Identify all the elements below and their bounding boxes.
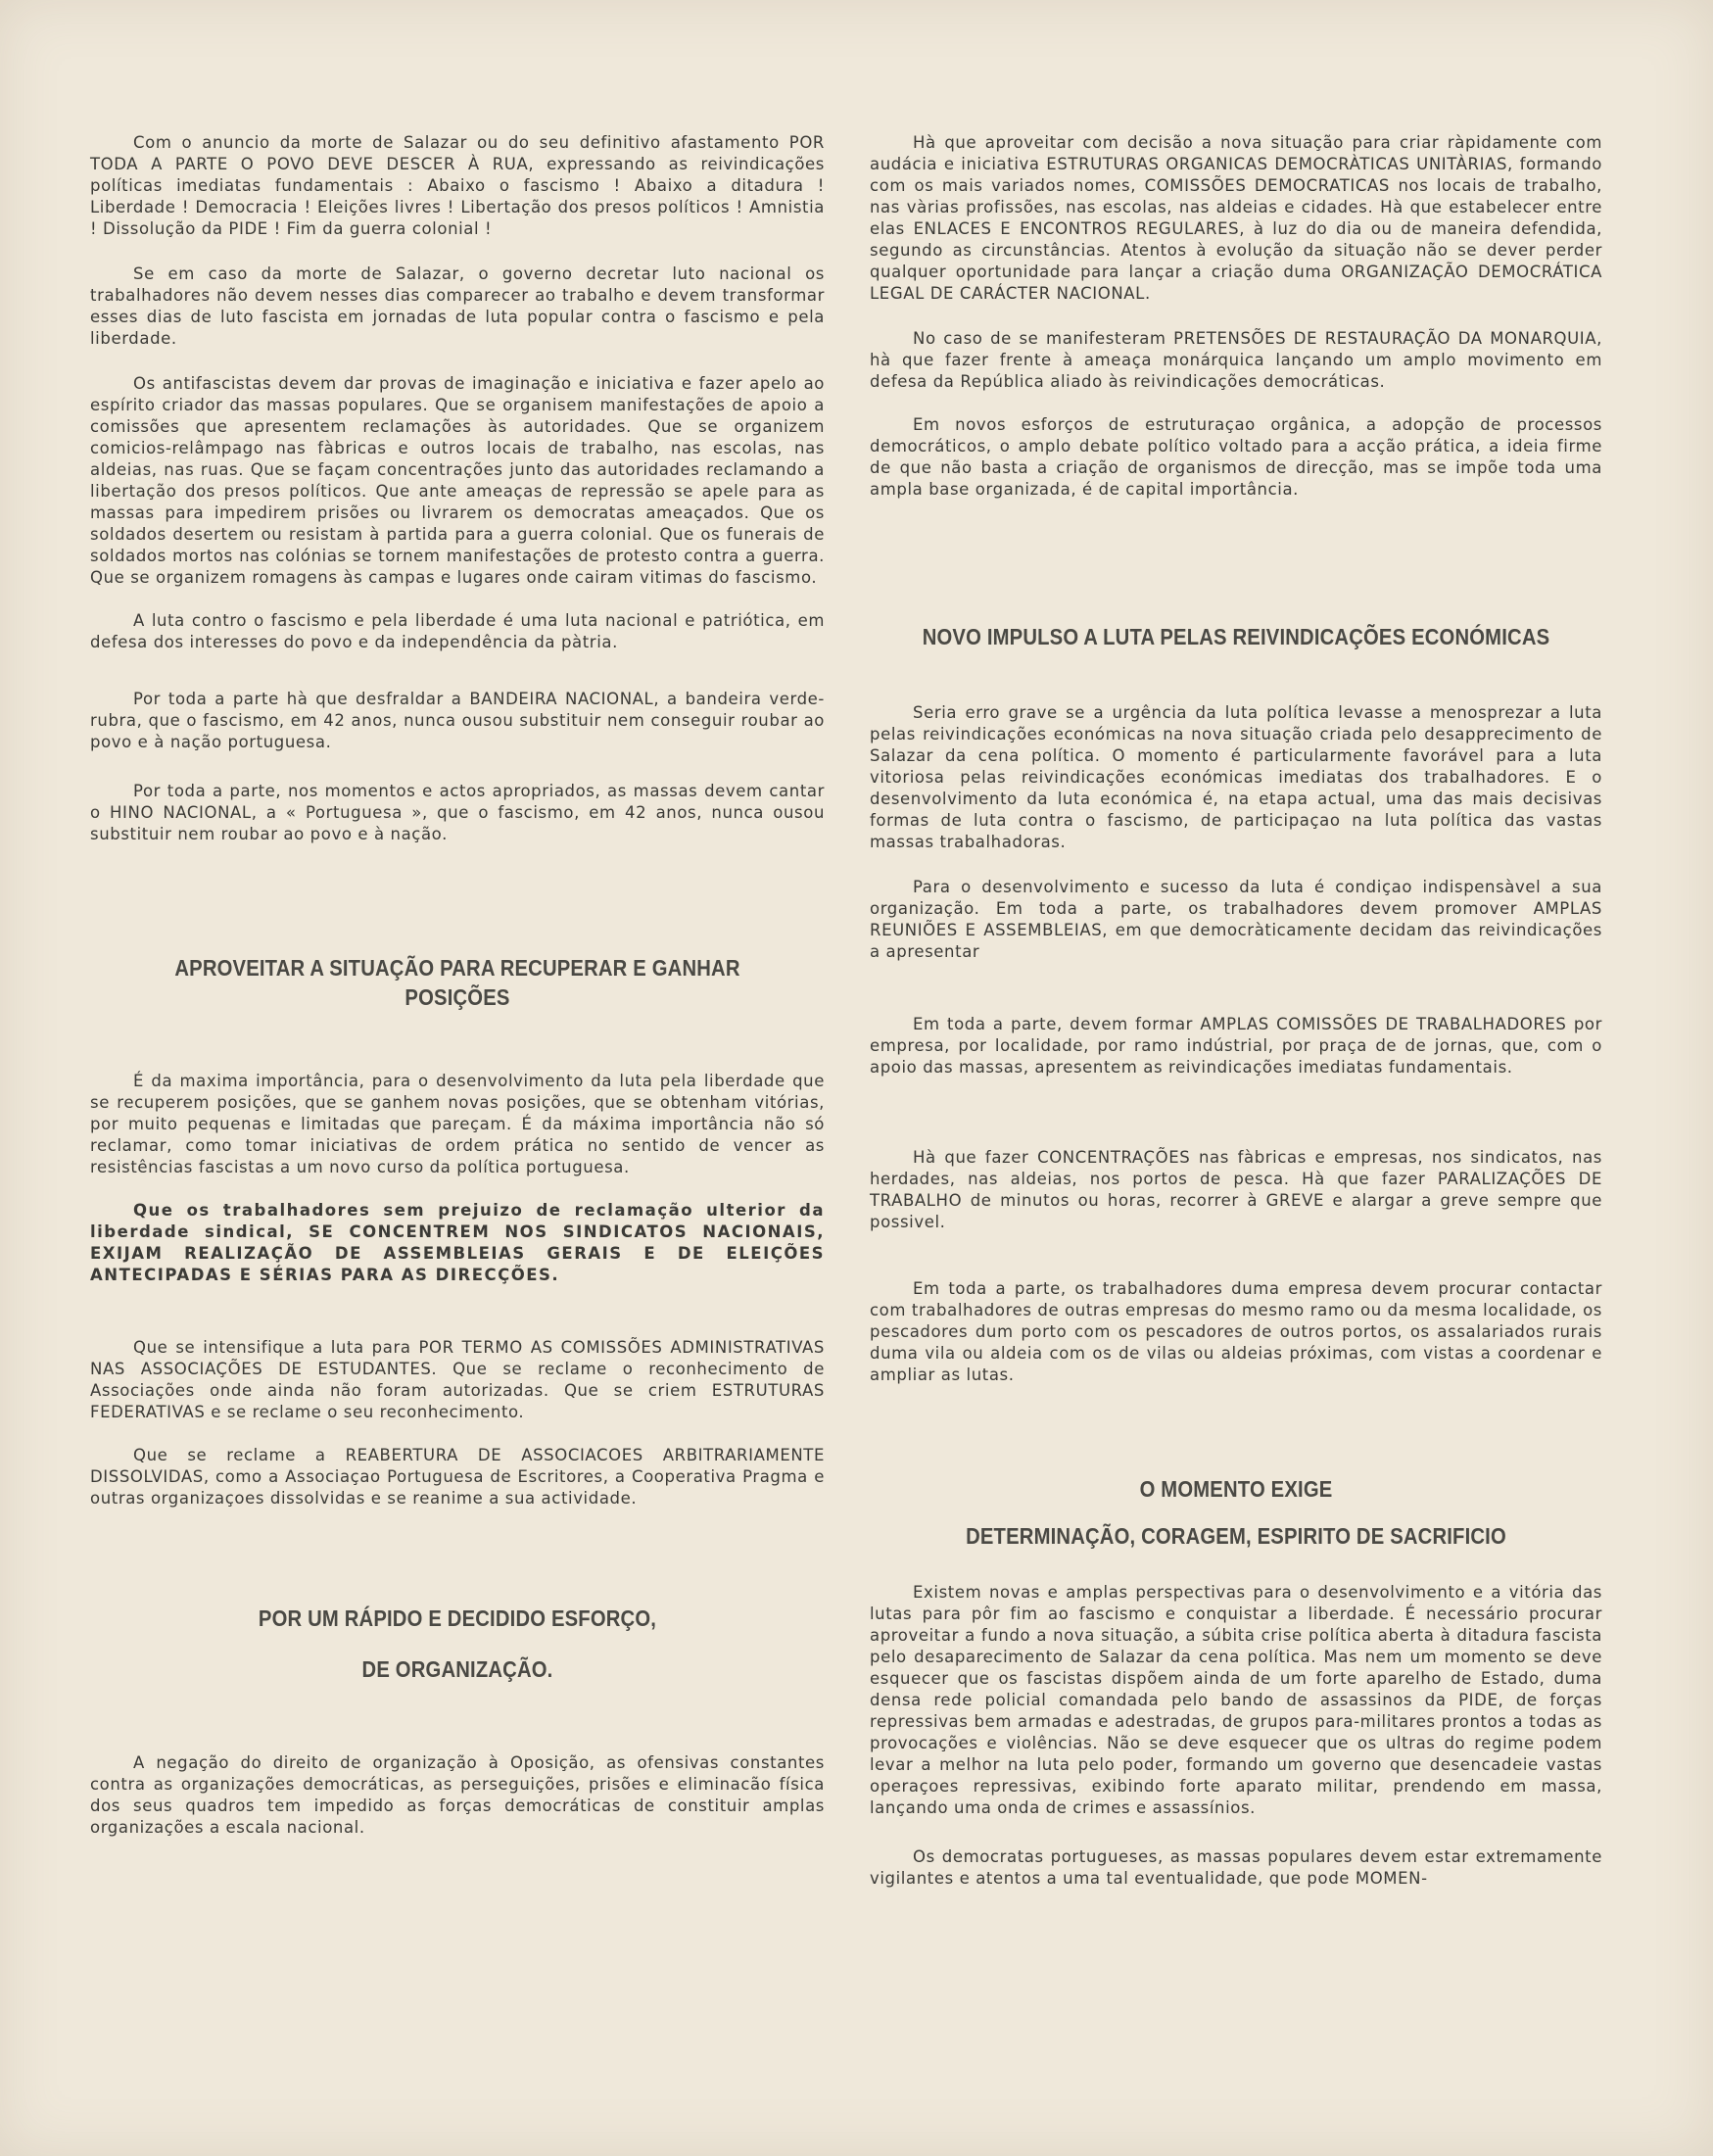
paragraph: Para o desenvolvimento e sucesso da luta é condiçao indispensàvel a sua organização. Em toda a parte, os trabalhadores devem promover AMPLAS REUNIÕES E ASSEMBLEIAS, em que democràticamente decidam das reivindicações a apresentar: [870, 878, 1602, 961]
section-heading-reivindicacoes: NOVO IMPULSO A LUTA PELAS REIVINDICAÇÕES ECONÓMICAS: [922, 624, 1550, 649]
section-heading-organizacao-line1: POR UM RÁPIDO E DECIDIDO ESFORÇO,: [258, 1605, 657, 1631]
paragraph: Em toda a parte, devem formar AMPLAS COMISSÕES DE TRABALHADORES por empresa, por localidade, por ramo indústrial, por praça de de jornas, que, com o apoio das massas, apresentem as reivindicações imediatas fundamentais.: [870, 1015, 1602, 1077]
right-column: [870, 132, 1602, 1890]
section-heading-momento-line2: DETERMINAÇÃO, CORAGEM, ESPIRITO DE SACRIFICIO: [966, 1523, 1506, 1549]
paragraph: Que os trabalhadores sem prejuizo de reclamação ulterior da liberdade sindical, SE CONCENTREM NOS SINDICATOS NACIONAIS, EXIJAM REALIZAÇÃO DE ASSEMBLEIAS GERAIS E DE ELEIÇÕES ANTECIPADAS E SÉRIAS PARA AS DIRECÇÕES.: [90, 1201, 825, 1284]
paragraph: Que se intensifique a luta para POR TERMO AS COMISSÕES ADMINISTRATIVAS NAS ASSOCIAÇÕES DE ESTUDANTES. Que se reclame o reconhecimento de Associações onde ainda não foram autorizadas. Que se criem ESTRUTURAS FEDERATIVAS e se reclame o seu reconhecimento.: [90, 1338, 825, 1421]
paragraph: É da maxima importância, para o desenvolvimento da luta pela liberdade que se recuperem posições, que se ganhem novas posições, que se obtenham vitórias, por muito pequenas e limitadas que pareçam. É da máxima importância não só reclamar, como tomar iniciativas de ordem prática no sentido de vencer as resistências fascistas a um novo curso da política portuguesa.: [90, 1072, 825, 1176]
paragraph: A negação do direito de organização à Oposição, as ofensivas constantes contra as organizações democráticas, as perseguições, prisões e eliminacão física dos seus quadros tem impedido as forças democráticas de constituir amplas organizações a escala nacional.: [90, 1753, 825, 1837]
section-heading-momento-line1: O MOMENTO EXIGE: [1139, 1476, 1333, 1502]
paragraph: Hà que fazer CONCENTRAÇÕES nas fàbricas e empresas, nos sindicatos, nas herdades, nas aldeias, nos portos de pesca. Hà que fazer PARALIZAÇÕES DE TRABALHO de minutos ou horas, recorrer à GREVE e alargar a greve sempre que possivel.: [870, 1148, 1602, 1231]
paragraph: Existem novas e amplas perspectivas para o desenvolvimento e a vitória das lutas para pôr fim ao fascismo e conquistar a liberdade. É necessário procurar aproveitar a fundo a nova situação, a súbita crise política aberta à ditadura fascista pelo desaparecimento de Salazar da cena política. Mas nem um momento se deve esquecer que os fascistas dispõem ainda de um forte aparelho de Estado, duma densa rede policial comandada pelo bando de assassinos da PIDE, de forças repressivas bem armadas e adestradas, de grupos para-militares prontos a todas as provocações e violências. Não se deve esquecer que os ultras do regime podem levar a melhor na luta pelo poder, formando um governo que desencadeie vastas operaçoes repressivas, exibindo forte aparato militar, prendendo em massa, lançando uma onda de crimes e assassínios.: [870, 1583, 1602, 1817]
paragraph: Hà que aproveitar com decisão a nova situação para criar ràpidamente com audácia e iniciativa ESTRUTURAS ORGANICAS DEMOCRÀTICAS UNITÀRIAS, formando com os mais variados nomes, COMISSÕES DEMOCRATICAS nos locais de trabalho, nas vàrias profissões, nas escolas, nas aldeias e cidades. Hà que estabelecer entre elas ENLACES E ENCONTROS REGULARES, à luz do dia ou de maneira defendida, segundo as circunstâncias. Atentos à evolução da situação não se dever perder qualquer oportunidade para lançar a criação duma ORGANIZAÇÃO DEMOCRÁTICA LEGAL DE CARÁCTER NACIONAL.: [870, 133, 1602, 303]
paragraph: Por toda a parte hà que desfraldar a BANDEIRA NACIONAL, a bandeira verde-rubra, que o fascismo, em 42 anos, nunca ousou substituir nem conseguir roubar ao povo e à nação portuguesa.: [90, 690, 825, 751]
paragraph: Com o anuncio da morte de Salazar ou do seu definitivo afastamento POR TODA A PARTE O POVO DEVE DESCER À RUA, expressando as reivindicações políticas imediatas fundamentais : Abaixo o fascismo ! Abaixo a ditadura ! Liberdade ! Democracia ! Eleições livres ! Libertação dos presos políticos ! Amnistia ! Dissolução da PIDE ! Fim da guerra colonial !: [90, 133, 825, 238]
paragraph: Por toda a parte, nos momentos e actos apropriados, as massas devem cantar o HINO NACIONAL, a « Portuguesa », que o fascismo, em 42 anos, nunca ousou substituir nem roubar ao povo e à nação.: [90, 782, 825, 843]
paragraph: Se em caso da morte de Salazar, o governo decretar luto nacional os trabalhadores não devem nesses dias comparecer ao trabalho e devem transformar esses dias de luto fascista em jornadas de luta popular contra o fascismo e pela liberdade.: [90, 264, 825, 348]
paragraph: Os antifascistas devem dar provas de imaginação e iniciativa e fazer apelo ao espírito criador das massas populares. Que se organisem manifestações de apoio a comissões que apresentem reclamações às autoridades. Que se organizem comicios-relâmpago nas fàbricas e outros locais de trabalho, nas escolas, nas aldeias, nas ruas. Que se façam concentrações junto das autoridades reclamando a libertação dos presos políticos. Que ante ameaças de repressão se apele para as massas para impedirem prisões ou livrarem os democratas ameaçados. Que os soldados desertem ou resistam à partida para a guerra colonial. Que os funerais de soldados mortos nas colónias se tornem manifestações de protesto contra a guerra. Que se organizem romagens às campas e lugares onde cairam vitimas do fascismo.: [90, 374, 825, 587]
left-column: [90, 132, 825, 1839]
section-heading-aproveitar: APROVEITAR A SITUAÇÃO PARA RECUPERAR E GANHAR POSIÇÕES: [174, 955, 740, 1010]
section-heading-organizacao-line2: DE ORGANIZAÇÃO.: [361, 1656, 553, 1682]
paragraph: Seria erro grave se a urgência da luta política levasse a menosprezar a luta pelas reivindicações económicas na nova situação criada pelo desapprecimento de Salazar da cena política. O momento é particularmente favorável para a luta vitoriosa pelas reivindicações económicas imediatas dos trabalhadores. E o desenvolvimento da luta económica é, na etapa actual, uma das mais decisivas formas de luta contra o fascismo, de participaçao na luta política das vastas massas trabalhadoras.: [870, 703, 1602, 851]
paragraph: Que se reclame a REABERTURA DE ASSOCIACOES ARBITRARIAMENTE DISSOLVIDAS, como a Associaçao Portuguesa de Escritores, a Cooperativa Pragma e outras organizaçoes dissolvidas e se reanime a sua actividade.: [90, 1446, 825, 1508]
paragraph: Em novos esforços de estruturaçao orgânica, a adopção de processos democráticos, o amplo debate político voltado para a acção prática, a ideia firme de que não basta a criação de organismos de direcção, mas se impõe toda uma ampla base organizada, é de capital importância.: [870, 415, 1602, 499]
paragraph: A luta contro o fascismo e pela liberdade é uma luta nacional e patriótica, em defesa dos interesses do povo e da independência da pàtria.: [90, 611, 825, 651]
paragraph: Os democratas portugueses, as massas populares devem estar extremamente vigilantes e atentos a uma tal eventualidade, que pode MOMEN-: [870, 1847, 1602, 1888]
paragraph: No caso de se manifesteram PRETENSÕES DE RESTAURAÇÃO DA MONARQUIA, hà que fazer frente à ameaça monárquica lançando um amplo movimento em defesa da República aliado às reivindicações democráticas.: [870, 329, 1602, 391]
paragraph: Em toda a parte, os trabalhadores duma empresa devem procurar contactar com trabalhadores de outras empresas do mesmo ramo ou da mesma localidade, os pescadores dum porto com os pescadores de outros portos, os assalariados rurais duma vila ou aldeia com os de vilas ou aldeias próximas, com vistas a coordenar e ampliar as lutas.: [870, 1279, 1602, 1384]
